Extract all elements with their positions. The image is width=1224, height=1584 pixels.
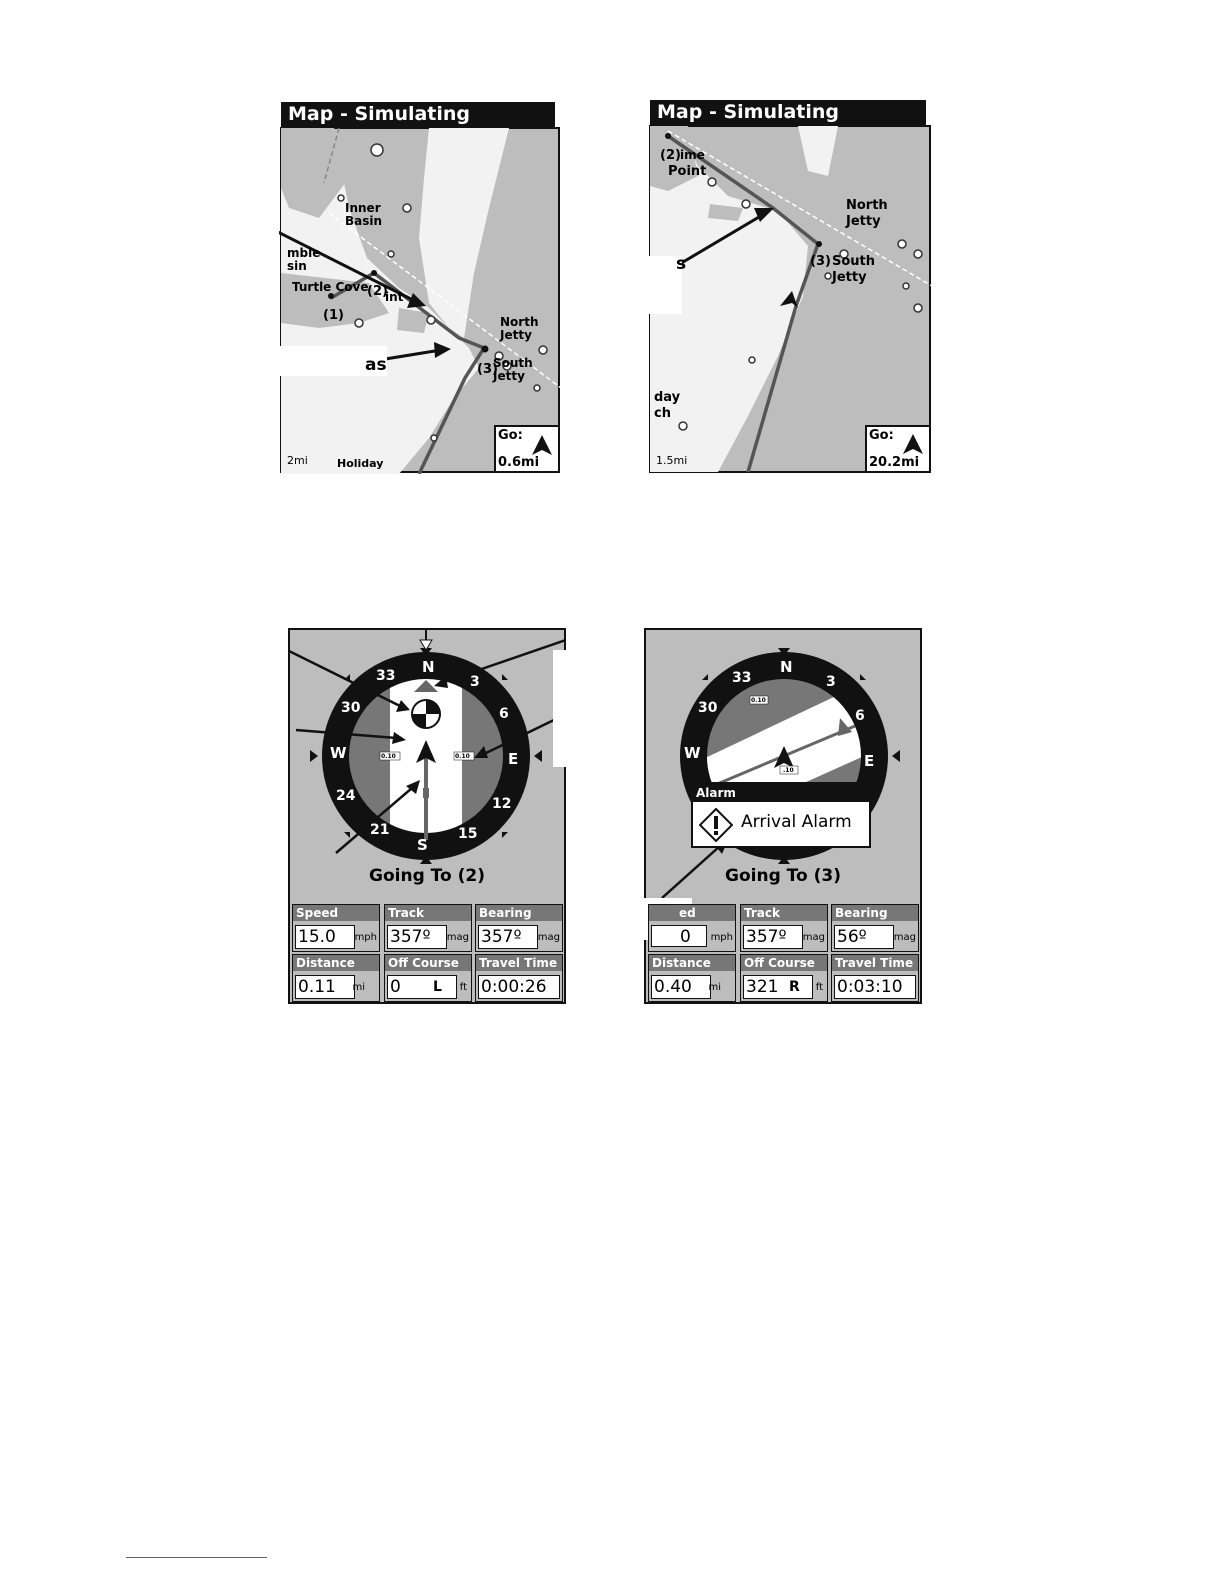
waypoint-label: (2) bbox=[660, 148, 681, 163]
box-value: 56º bbox=[834, 925, 894, 949]
waypoint-label: (2) bbox=[367, 284, 388, 299]
compass-3: 3 bbox=[826, 674, 836, 690]
compass-33: 33 bbox=[732, 670, 752, 686]
data-box-distance bbox=[648, 954, 736, 1002]
map-label: Inner Basin bbox=[345, 201, 383, 228]
data-box-bearing bbox=[831, 904, 919, 952]
compass-6: 6 bbox=[855, 708, 865, 724]
compass-33: 33 bbox=[376, 668, 396, 684]
map-scale: 2mi bbox=[287, 454, 308, 467]
map-screen-right bbox=[648, 96, 932, 474]
map-label: Point bbox=[668, 164, 707, 179]
box-value: 321 bbox=[743, 975, 813, 999]
box-value: 357º bbox=[387, 925, 447, 949]
compass-w: W bbox=[330, 744, 347, 762]
map-label: North Jetty bbox=[846, 198, 888, 229]
compass-24: 24 bbox=[336, 788, 356, 804]
compass-n: N bbox=[780, 658, 793, 676]
compass-n: N bbox=[422, 658, 435, 676]
box-label: Track bbox=[741, 905, 827, 921]
lane-width-top: 0.10 bbox=[751, 697, 766, 704]
box-dir: R bbox=[789, 979, 800, 995]
data-box-off-course bbox=[384, 954, 472, 1002]
go-label: Go: bbox=[869, 428, 894, 443]
data-box-travel-time bbox=[475, 954, 563, 1002]
compass-3: 3 bbox=[470, 674, 480, 690]
data-box-distance bbox=[292, 954, 380, 1002]
data-box-off-course bbox=[740, 954, 828, 1002]
alarm-text: Arrival Alarm bbox=[741, 812, 852, 832]
box-value: 0:00:26 bbox=[478, 975, 560, 999]
map-label: Turtle Cove bbox=[292, 280, 369, 294]
box-label: Travel Time bbox=[832, 955, 918, 971]
map-screen-left bbox=[279, 98, 561, 474]
box-value: 0.40 bbox=[651, 975, 711, 999]
waypoint-label: (3) bbox=[810, 254, 831, 269]
map-label: Holiday bbox=[337, 458, 384, 470]
map-title-bar: Map - Simulating bbox=[650, 100, 926, 125]
data-box-speed bbox=[292, 904, 380, 952]
going-to-label: Going To (2) bbox=[369, 866, 485, 886]
compass-12: 12 bbox=[492, 796, 512, 812]
go-value: 20.2mi bbox=[869, 455, 920, 470]
compass-30: 30 bbox=[341, 700, 361, 716]
data-box-speed bbox=[648, 904, 736, 952]
box-value: 0 bbox=[387, 975, 457, 999]
data-box-bearing bbox=[475, 904, 563, 952]
map-label: mble sin bbox=[287, 246, 321, 273]
lane-width-right: 0.10 bbox=[455, 753, 470, 760]
box-dir: L bbox=[433, 979, 442, 995]
alarm-dialog[interactable] bbox=[691, 782, 871, 848]
box-value: 15.0 bbox=[295, 925, 355, 949]
box-unit: ft bbox=[459, 982, 467, 993]
lane-width-left: 0.10 bbox=[381, 753, 396, 760]
box-unit: ft bbox=[815, 982, 823, 993]
box-unit: mph bbox=[354, 932, 377, 943]
box-unit: mag bbox=[537, 932, 560, 943]
box-label: Travel Time bbox=[476, 955, 562, 971]
nav-screen-right bbox=[644, 628, 922, 1004]
compass-e: E bbox=[508, 750, 519, 768]
box-label: Bearing bbox=[832, 905, 918, 921]
map-title-bar: Map - Simulating bbox=[281, 102, 555, 127]
box-unit: mph bbox=[710, 932, 733, 943]
map-label: South Jetty bbox=[493, 356, 533, 383]
going-to-label: Going To (3) bbox=[725, 866, 841, 886]
data-box-track bbox=[740, 904, 828, 952]
box-value: 0:03:10 bbox=[834, 975, 916, 999]
waypoint-label: (3) bbox=[477, 362, 498, 377]
footer-rule bbox=[126, 1557, 267, 1558]
box-unit: mag bbox=[893, 932, 916, 943]
warning-icon bbox=[699, 808, 733, 842]
data-box-track bbox=[384, 904, 472, 952]
callout-fragment: as bbox=[365, 355, 387, 375]
go-label: Go: bbox=[498, 428, 523, 443]
lane-width-bottom: .10 bbox=[783, 767, 794, 774]
box-unit: mag bbox=[802, 932, 825, 943]
box-label: Speed bbox=[293, 905, 379, 921]
compass-s: S bbox=[417, 836, 428, 854]
box-label: Track bbox=[385, 905, 471, 921]
box-unit: mag bbox=[446, 932, 469, 943]
box-label: ed bbox=[649, 905, 735, 921]
map-label: int bbox=[385, 290, 404, 304]
compass-21: 21 bbox=[370, 822, 390, 838]
box-value: 0 bbox=[651, 925, 707, 947]
box-label: Distance bbox=[649, 955, 735, 971]
waypoint-label: (1) bbox=[323, 308, 344, 323]
box-value: 0.11 bbox=[295, 975, 355, 999]
box-label: Distance bbox=[293, 955, 379, 971]
go-value: 0.6mi bbox=[498, 455, 540, 470]
nav-screen-left bbox=[288, 628, 566, 1004]
compass-e: E bbox=[864, 752, 875, 770]
data-box-travel-time bbox=[831, 954, 919, 1002]
compass-6: 6 bbox=[499, 706, 509, 722]
box-value: 357º bbox=[743, 925, 803, 949]
box-label: Off Course bbox=[741, 955, 827, 971]
compass-30: 30 bbox=[698, 700, 718, 716]
box-value: 357º bbox=[478, 925, 538, 949]
box-unit: mi bbox=[352, 982, 365, 993]
box-unit: mi bbox=[708, 982, 721, 993]
map-scale: 1.5mi bbox=[656, 454, 688, 467]
box-label: Bearing bbox=[476, 905, 562, 921]
map-label: South Jetty bbox=[832, 254, 876, 285]
compass-15: 15 bbox=[458, 826, 478, 842]
map-label: ime bbox=[680, 148, 705, 162]
compass-w: W bbox=[684, 744, 701, 762]
map-label: day ch bbox=[654, 390, 681, 421]
alarm-title: Alarm bbox=[693, 784, 869, 802]
map-label: North Jetty bbox=[500, 315, 539, 342]
box-label: Off Course bbox=[385, 955, 471, 971]
callout-fragment: s bbox=[676, 254, 687, 274]
